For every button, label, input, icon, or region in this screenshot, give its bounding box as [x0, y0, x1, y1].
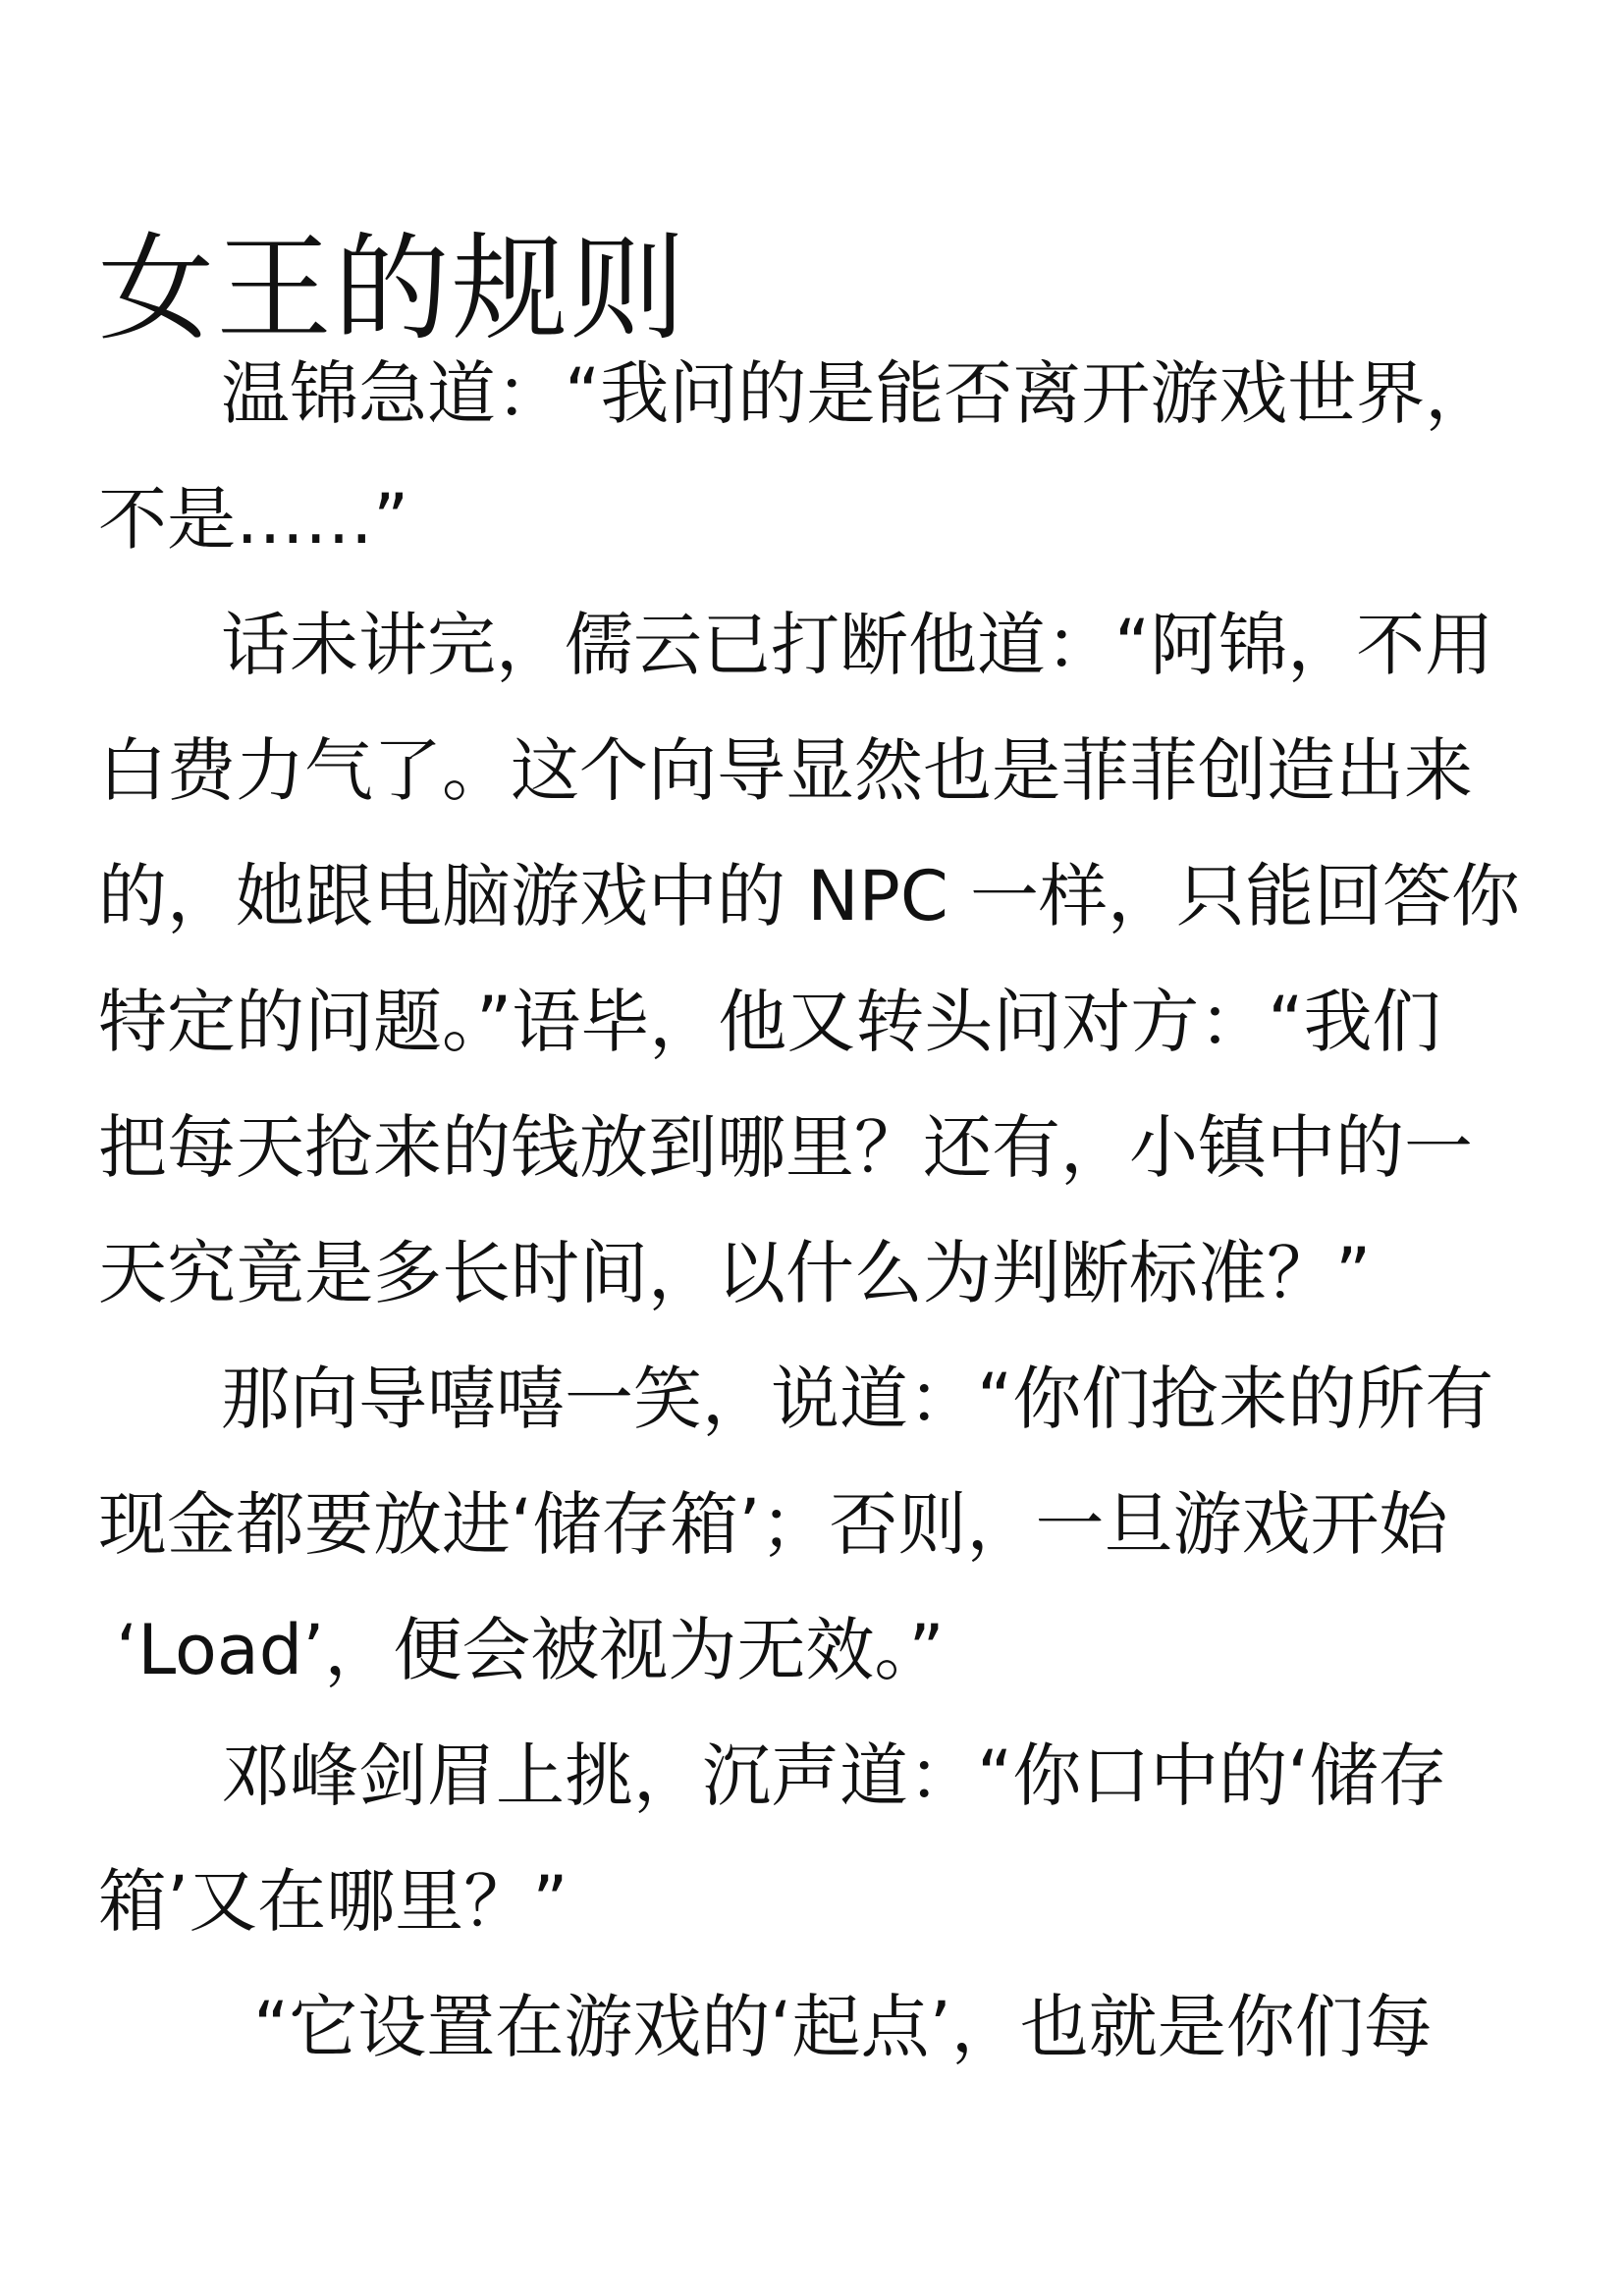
- text-line: 白费力气了。这个向导显然也是菲菲创造出来: [98, 730, 1473, 811]
- text-line: 把每天抢来的钱放到哪里？还有，小镇中的一: [98, 1107, 1473, 1188]
- text-line: ‘Load’，便会被视为无效。”: [116, 1610, 945, 1690]
- text-line: 温锦急道：“我问的是能否离开游戏世界，: [221, 353, 1494, 434]
- text-line: 话未讲完，儒云已打断他道：“阿锦，不用: [221, 605, 1494, 685]
- text-line: 箱’又在哪里？”: [98, 1861, 568, 1942]
- text-line: 不是……”: [98, 479, 409, 560]
- chapter-title: 女王的规则: [98, 221, 688, 357]
- text-line: 天究竟是多长时间，以什么为判断标准？”: [98, 1233, 1372, 1313]
- text-line: 那向导嘻嘻一笑，说道：“你们抢来的所有: [221, 1359, 1494, 1439]
- text-line: “它设置在游戏的‘起点’，也就是你们每: [253, 1987, 1433, 2067]
- text-line: 的，她跟电脑游戏中的 NPC 一样，只能回答你: [98, 856, 1520, 936]
- text-line: 现金都要放进‘储存箱’；否则，一旦游戏开始: [98, 1484, 1448, 1565]
- text-line: 邓峰剑眉上挑，沉声道：“你口中的‘储存: [221, 1735, 1447, 1816]
- text-line: 特定的问题。”语毕，他又转头问对方：“我们: [98, 982, 1441, 1062]
